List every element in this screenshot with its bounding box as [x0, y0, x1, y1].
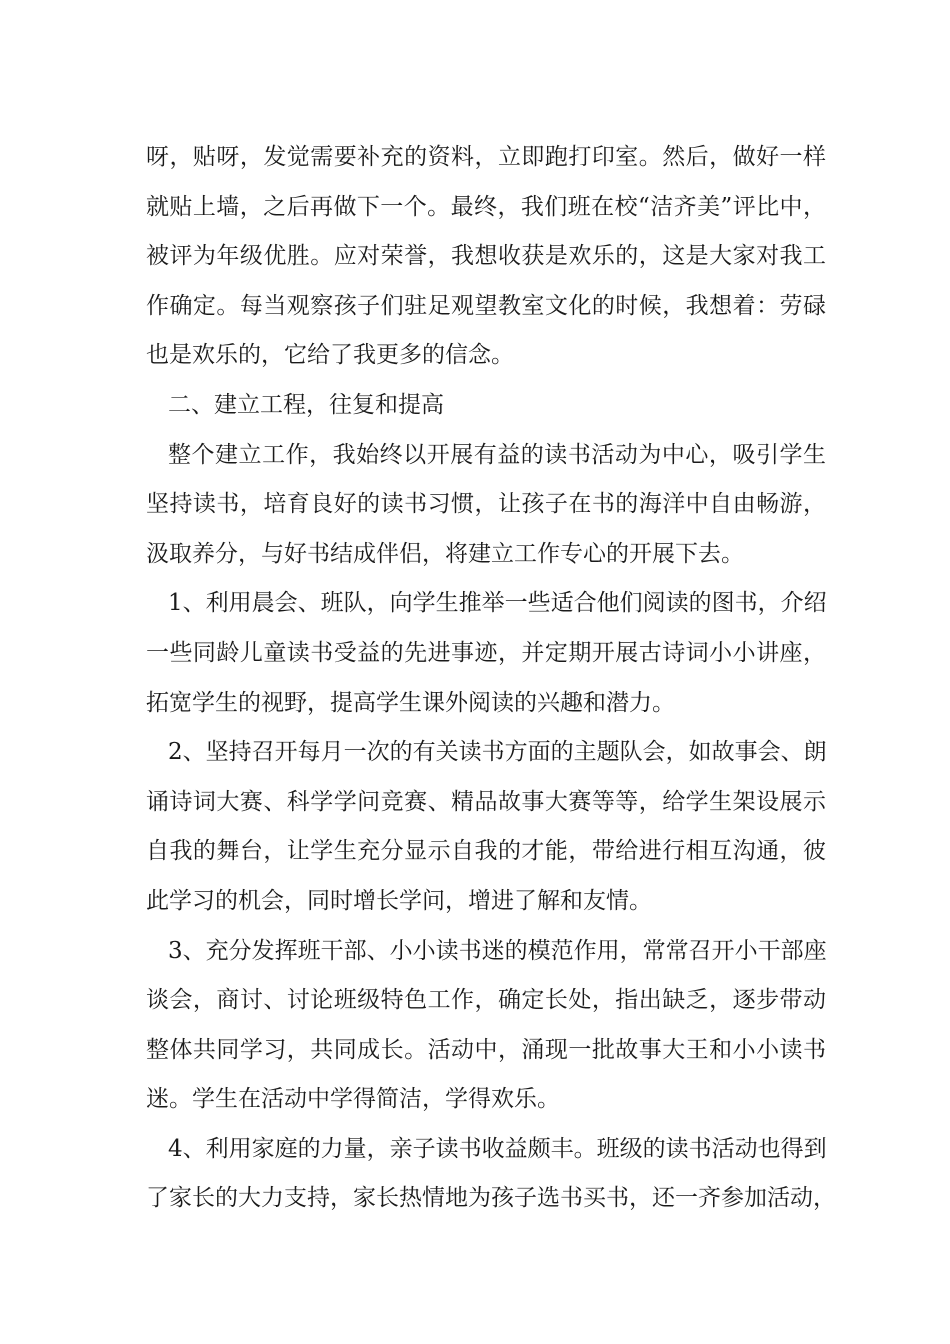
text-line: 了家长的大力支持，家长热情地为孩子选书买书，还一齐参加活动， — [146, 1185, 836, 1212]
document-body — [146, 133, 836, 1224]
text-line: 呀，贴呀，发觉需要补充的资料，立即跑打印室。然后，做好一样 — [146, 144, 826, 170]
text-line: 作确定。每当观察孩子们驻足观望教室文化的时候，我想着：劳碌 — [146, 292, 826, 319]
list-item-line: 1、利用晨会、班队，向学生推举一些适合他们阅读的图书，介绍 — [168, 590, 827, 617]
text-line: 也是欢乐的，它给了我更多的信念。 — [146, 342, 514, 369]
text-line: 此学习的机会，同时增长学问，增进了解和友情。 — [146, 887, 652, 914]
text-line: 诵诗词大赛、科学学问竞赛、精品故事大赛等等，给学生架设展示 — [146, 788, 826, 815]
text-line: 整个建立工作，我始终以开展有益的读书活动为中心，吸引学生 — [168, 441, 826, 468]
text-line: 迷。学生在活动中学得简洁，学得欢乐。 — [146, 1086, 560, 1113]
text-line: 拓宽学生的视野，提高学生课外阅读的兴趣和潜力。 — [146, 689, 675, 716]
list-item-line: 3、充分发挥班干部、小小读书迷的模范作用，常常召开小干部座 — [168, 937, 827, 964]
section-heading: 二、建立工程，往复和提高 — [168, 391, 444, 418]
text-line: 被评为年级优胜。应对荣誉，我想收获是欢乐的，这是大家对我工 — [146, 243, 826, 270]
text-line: 自我的舞台，让学生充分显示自我的才能，带给进行相互沟通，彼 — [146, 838, 826, 865]
text-line: 坚持读书，培育良好的读书习惯，让孩子在书的海洋中自由畅游， — [146, 491, 826, 518]
text-line: 一些同龄儿童读书受益的先进事迹，并定期开展古诗词小小讲座， — [146, 639, 826, 666]
text-line: 就贴上墙，之后再做下一个。最终，我们班在校“洁齐美”评比中， — [146, 193, 826, 220]
text-line: 汲取养分，与好书结成伴侣，将建立工作专心的开展下去。 — [146, 540, 744, 567]
list-item-line: 2、坚持召开每月一次的有关读书方面的主题队会，如故事会、朗 — [168, 739, 827, 766]
text-line: 整体共同学习，共同成长。活动中，涌现一批故事大王和小小读书 — [146, 1036, 826, 1063]
text-line: 谈会，商讨、讨论班级特色工作，确定长处，指出缺乏，逐步带动 — [146, 987, 826, 1014]
list-item-line: 4、利用家庭的力量，亲子读书收益颇丰。班级的读书活动也得到 — [168, 1135, 827, 1162]
